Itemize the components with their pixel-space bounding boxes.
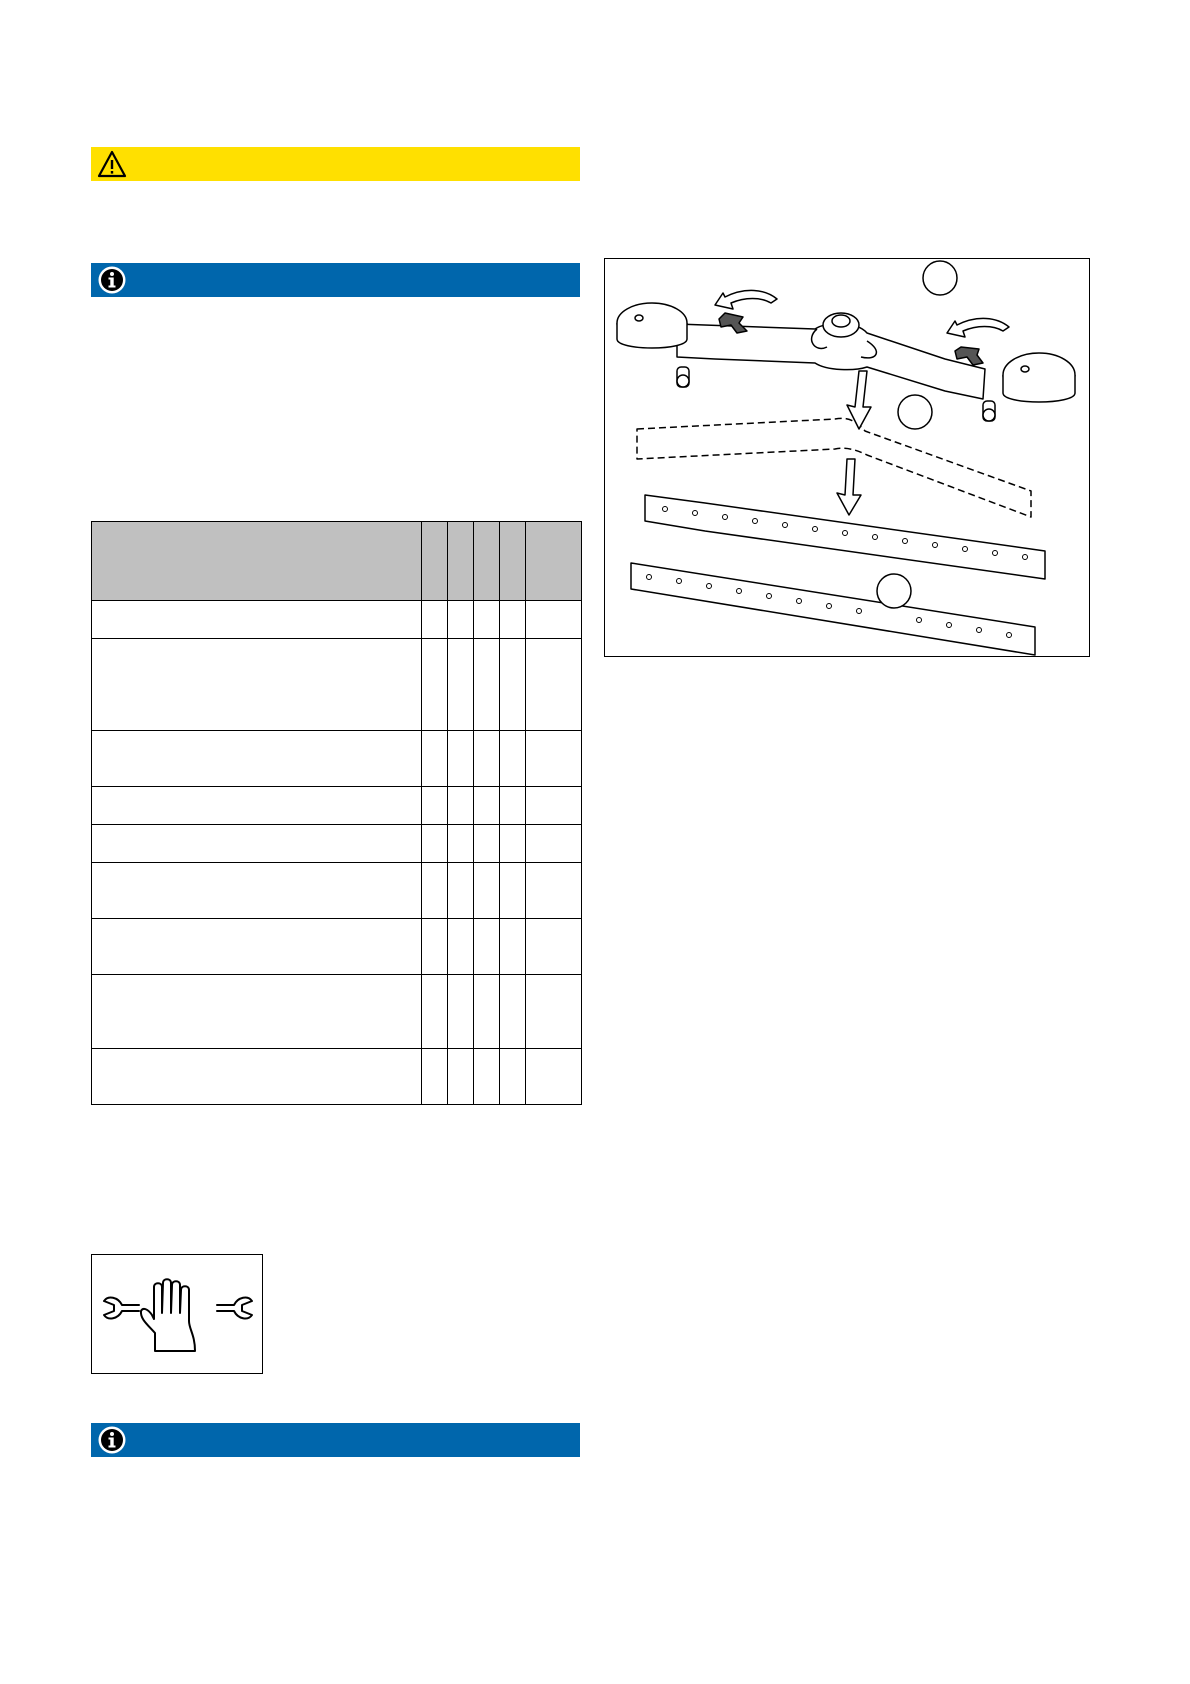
table-cell bbox=[422, 601, 448, 639]
table-cell bbox=[500, 919, 526, 975]
info-icon bbox=[97, 265, 127, 295]
table-cell bbox=[526, 863, 582, 919]
table-cell bbox=[474, 825, 500, 863]
table-row bbox=[92, 601, 582, 639]
table-cell bbox=[448, 919, 474, 975]
callout-1 bbox=[923, 261, 957, 295]
table-cell bbox=[526, 601, 582, 639]
table-cell bbox=[92, 639, 422, 731]
table-cell bbox=[474, 731, 500, 787]
table-header-cell bbox=[92, 522, 422, 601]
wear-gloves-icon bbox=[92, 1255, 264, 1375]
table-row bbox=[92, 731, 582, 787]
table-cell bbox=[92, 1049, 422, 1105]
table-cell bbox=[500, 731, 526, 787]
table-cell bbox=[448, 639, 474, 731]
info-banner bbox=[91, 1423, 580, 1457]
table-cell bbox=[448, 975, 474, 1049]
table-row bbox=[92, 1049, 582, 1105]
table-cell bbox=[500, 601, 526, 639]
table-cell bbox=[448, 731, 474, 787]
info-banner bbox=[91, 263, 580, 297]
table-cell bbox=[474, 975, 500, 1049]
table-header-cell bbox=[448, 522, 474, 601]
wear-gloves-symbol bbox=[91, 1254, 263, 1374]
table-cell bbox=[500, 639, 526, 731]
table-cell bbox=[500, 1049, 526, 1105]
warning-triangle-icon bbox=[97, 149, 127, 179]
table-cell bbox=[448, 787, 474, 825]
table-header-cell bbox=[526, 522, 582, 601]
table-cell bbox=[92, 731, 422, 787]
table-cell bbox=[422, 1049, 448, 1105]
table-cell bbox=[92, 863, 422, 919]
table-row bbox=[92, 825, 582, 863]
table-cell bbox=[500, 975, 526, 1049]
table-cell bbox=[526, 639, 582, 731]
table-cell bbox=[474, 639, 500, 731]
callout-2 bbox=[898, 395, 932, 429]
table-cell bbox=[422, 731, 448, 787]
table-cell bbox=[92, 787, 422, 825]
table-cell bbox=[474, 863, 500, 919]
callout-3 bbox=[877, 574, 911, 608]
table-cell bbox=[474, 787, 500, 825]
maintenance-table bbox=[91, 521, 582, 1105]
table-header-row bbox=[92, 522, 582, 601]
table-cell bbox=[448, 863, 474, 919]
table-cell bbox=[526, 787, 582, 825]
squeegee-assembly-figure bbox=[604, 258, 1090, 657]
info-icon bbox=[97, 1425, 127, 1455]
table-cell bbox=[422, 825, 448, 863]
table-cell bbox=[422, 975, 448, 1049]
table-cell bbox=[422, 639, 448, 731]
table-cell bbox=[500, 787, 526, 825]
table-cell bbox=[526, 919, 582, 975]
squeegee-exploded-drawing bbox=[605, 259, 1090, 657]
warning-banner bbox=[91, 147, 580, 181]
table-cell bbox=[92, 825, 422, 863]
table-row bbox=[92, 787, 582, 825]
table-cell bbox=[526, 975, 582, 1049]
table-cell bbox=[422, 787, 448, 825]
table-cell bbox=[474, 919, 500, 975]
table-cell bbox=[448, 825, 474, 863]
table-cell bbox=[448, 601, 474, 639]
table-header-cell bbox=[474, 522, 500, 601]
table-row bbox=[92, 863, 582, 919]
table-cell bbox=[92, 601, 422, 639]
table-cell bbox=[526, 731, 582, 787]
table-cell bbox=[92, 919, 422, 975]
table-row bbox=[92, 639, 582, 731]
table-cell bbox=[500, 825, 526, 863]
table-row bbox=[92, 919, 582, 975]
table-cell bbox=[92, 975, 422, 1049]
table-cell bbox=[526, 1049, 582, 1105]
table-cell bbox=[474, 1049, 500, 1105]
table-cell bbox=[500, 863, 526, 919]
table-cell bbox=[474, 601, 500, 639]
table-header-cell bbox=[500, 522, 526, 601]
table-row bbox=[92, 975, 582, 1049]
table-cell bbox=[526, 825, 582, 863]
table-cell bbox=[448, 1049, 474, 1105]
table-cell bbox=[422, 919, 448, 975]
table-header-cell bbox=[422, 522, 448, 601]
table-cell bbox=[422, 863, 448, 919]
